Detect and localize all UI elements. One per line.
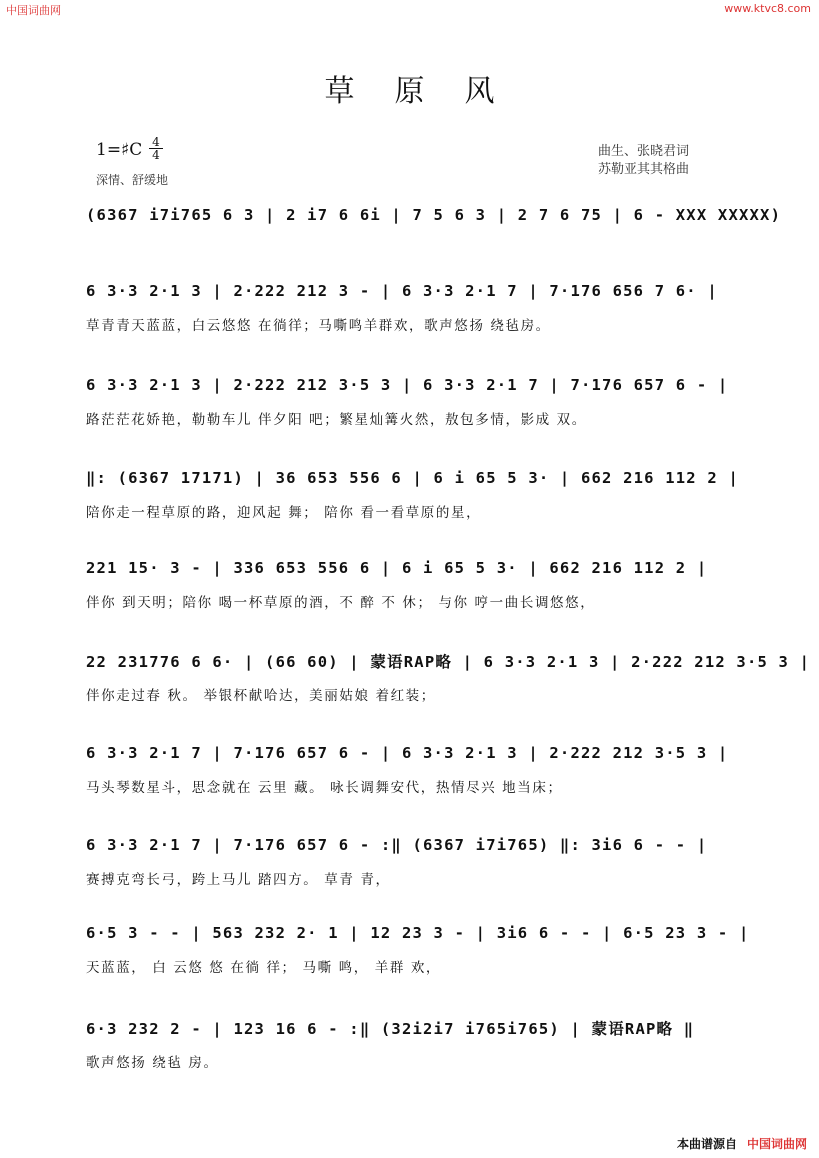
tempo-marking: 深情、舒缓地 [96, 173, 169, 187]
notation-row: (6367 i7i765 6 3 | 2 i7 6 6i | 7 5 6 3 | 2 7 6 75 | 6 - XXX XXXXX) [86, 206, 782, 224]
notation-row: 6 3·3 2·1 3 | 2·222 212 3 - | 6 3·3 2·1 7 | 7·176 656 7 6· | [86, 282, 718, 300]
lyric-row: 马头琴数星斗，思念就在 云里 藏。 咏长调舞安代，热情尽兴 地当床； [86, 780, 563, 796]
lyricist-credit: 曲生、张晓君词 [598, 144, 690, 159]
notation-row: 6 3·3 2·1 7 | 7·176 657 6 - :‖ (6367 i7i765) ‖: 3i6 6 - - | [86, 836, 708, 854]
notation-row: 6·5 3 - - | 563 232 2· 1 | 12 23 3 - | 3i6 6 - - | 6·5 23 3 - | [86, 924, 750, 942]
lyric-row: 伴你走过春 秋。 举银杯献哈达，美丽姑娘 着红装； [86, 688, 436, 704]
lyric-row: 赛搏克弯长弓，跨上马儿 踏四方。 草青 青， [86, 872, 391, 888]
lyric-row: 歌声悠扬 绕毡 房。 [86, 1055, 219, 1071]
lyric-row: 草青青天蓝蓝，白云悠悠 在徜徉；马嘶鸣羊群欢，歌声悠扬 绕毡房。 [86, 318, 551, 334]
notation-row: 6 3·3 2·1 7 | 7·176 657 6 - | 6 3·3 2·1 3 | 2·222 212 3·5 3 | [86, 744, 729, 762]
score-line-10 [0, 1015, 819, 1125]
time-signature-top: 4 [152, 135, 160, 149]
notation-row: 6 3·3 2·1 3 | 2·222 212 3·5 3 | 6 3·3 2·1 7 | 7·176 657 6 - | [86, 376, 729, 394]
notation-row: 221 15· 3 - | 336 653 556 6 | 6 i 65 5 3· | 662 216 112 2 | [86, 559, 708, 577]
composer-credit: 苏勒亚其其格曲 [598, 162, 690, 177]
notation-row: ‖: (6367 17171) | 36 653 556 6 | 6 i 65 5 3· | 662 216 112 2 | [86, 469, 739, 487]
time-signature-bottom: 4 [149, 148, 163, 161]
footer-source [677, 1135, 807, 1152]
key-signature: 1=♯C [96, 140, 143, 160]
notation-row: 6·3 232 2 - | 123 16 6 - :‖ (32i2i7 i765i765) | 蒙语RAP略 ‖ [86, 1020, 695, 1038]
credits [598, 143, 689, 179]
time-signature [149, 136, 163, 161]
score-line-9 [0, 920, 819, 1030]
lyric-row: 伴你 到天明；陪你 喝一杯草原的酒，不 醉 不 休； 与你 哼一曲长调悠悠， [86, 595, 596, 611]
footer-source-label: 本曲谱源自 [676, 1137, 737, 1151]
notation-row: 22 231776 6 6· | (66 60) | 蒙语RAP略 | 6 3·3 2·1 3 | 2·222 212 3·5 3 | [86, 653, 811, 671]
lyric-row: 天蓝蓝， 白 云悠 悠 在徜 徉； 马嘶 鸣， 羊群 欢， [86, 960, 442, 976]
footer-source-site[interactable]: 中国词曲网 [746, 1137, 807, 1151]
song-title: 草原风 [324, 74, 535, 109]
lyric-row: 路茫茫花娇艳，勒勒车儿 伴夕阳 吧；繁星灿篝火然，敖包多情，影成 双。 [86, 412, 587, 428]
lyric-row: 陪你走一程草原的路，迎风起 舞； 陪你 看一看草原的星， [86, 505, 482, 521]
site-url-right[interactable]: www.ktvc8.com [724, 2, 811, 15]
site-logo-left[interactable]: 中国词曲网 [6, 4, 61, 17]
